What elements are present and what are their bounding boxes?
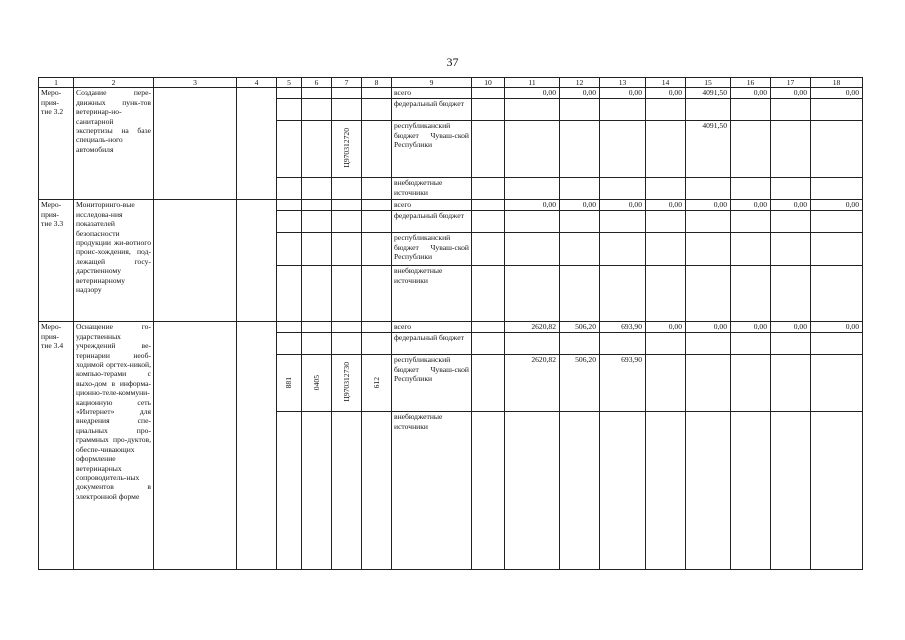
budget-code-c7 [332, 412, 362, 570]
budget-code-c8 [362, 121, 392, 178]
budget-code-c5 [277, 266, 302, 322]
value-col-10 [472, 322, 505, 333]
funding-source: федеральный бюджет [392, 333, 472, 355]
value-col-11 [505, 99, 560, 121]
value-col-18: 0,00 [811, 200, 863, 211]
value-col-13: 693,90 [600, 355, 646, 412]
budget-code-c6 [302, 99, 332, 121]
column-header: 7 [332, 78, 362, 88]
value-col-12 [560, 211, 600, 233]
value-col-16 [731, 99, 771, 121]
value-col-18 [811, 121, 863, 178]
value-col-12: 506,20 [560, 355, 600, 412]
responsible-executor [154, 200, 237, 322]
value-col-13: 0,00 [600, 200, 646, 211]
value-col-10 [472, 178, 505, 200]
column-header: 14 [646, 78, 686, 88]
budget-code-c7 [332, 355, 362, 412]
value-col-15: 4091,50 [686, 121, 731, 178]
budget-code-c7 [332, 333, 362, 355]
value-col-15 [686, 266, 731, 322]
value-col-14 [646, 211, 686, 233]
value-col-10 [472, 121, 505, 178]
activity-name: Создание пере-движных пунк-тов ветеринар-но-санитарной экспертизы на базе специаль-ного автомобиля [74, 88, 154, 200]
value-col-18 [811, 211, 863, 233]
budget-code-c8 [362, 99, 392, 121]
value-col-15: 0,00 [686, 322, 731, 333]
value-col-10 [472, 266, 505, 322]
budget-code-c5-text: 881 [284, 376, 294, 388]
value-col-18 [811, 266, 863, 322]
value-col-13 [600, 211, 646, 233]
value-col-18 [811, 233, 863, 266]
budget-code-c5 [277, 233, 302, 266]
value-col-15 [686, 233, 731, 266]
value-col-15 [686, 355, 731, 412]
value-col-12 [560, 178, 600, 200]
value-col-17: 0,00 [771, 322, 811, 333]
value-col-13 [600, 121, 646, 178]
column-header: 12 [560, 78, 600, 88]
column-header: 8 [362, 78, 392, 88]
budget-code-c6 [302, 412, 332, 570]
column-header: 5 [277, 78, 302, 88]
value-col-15 [686, 412, 731, 570]
value-col-18 [811, 355, 863, 412]
value-col-13 [600, 266, 646, 322]
budget-code-c8 [362, 211, 392, 233]
value-col-11: 2620,82 [505, 322, 560, 333]
value-col-15 [686, 333, 731, 355]
value-col-17 [771, 412, 811, 570]
budget-code-c7 [332, 178, 362, 200]
value-col-12: 506,20 [560, 322, 600, 333]
value-col-18: 0,00 [811, 322, 863, 333]
value-col-17 [771, 99, 811, 121]
budget-code-c8 [362, 322, 392, 333]
budget-code-c7 [332, 121, 362, 178]
value-col-15 [686, 211, 731, 233]
value-col-13: 0,00 [600, 88, 646, 99]
column-header: 6 [302, 78, 332, 88]
column-header: 16 [731, 78, 771, 88]
value-col-13 [600, 233, 646, 266]
responsible-executor [154, 322, 237, 570]
co-executor [237, 200, 277, 322]
table-row [39, 88, 863, 99]
value-col-17 [771, 178, 811, 200]
budget-code-c5 [277, 88, 302, 99]
budget-code-c6 [302, 322, 332, 333]
column-header: 15 [686, 78, 731, 88]
value-col-12 [560, 233, 600, 266]
value-col-18 [811, 333, 863, 355]
value-col-16 [731, 333, 771, 355]
value-col-16 [731, 412, 771, 570]
value-col-15: 0,00 [686, 200, 731, 211]
value-col-16 [731, 233, 771, 266]
column-header: 11 [505, 78, 560, 88]
value-col-12 [560, 412, 600, 570]
page-number: 37 [446, 55, 459, 69]
value-col-17: 0,00 [771, 88, 811, 99]
value-col-14 [646, 412, 686, 570]
column-header: 13 [600, 78, 646, 88]
value-col-14 [646, 99, 686, 121]
column-header: 1 [39, 78, 74, 88]
value-col-10 [472, 200, 505, 211]
value-col-10 [472, 355, 505, 412]
value-col-14 [646, 178, 686, 200]
value-col-13 [600, 333, 646, 355]
value-col-10 [472, 88, 505, 99]
budget-code-c8 [362, 200, 392, 211]
value-col-11 [505, 233, 560, 266]
funding-source: всего [392, 322, 472, 333]
value-col-17 [771, 266, 811, 322]
budget-code-c5 [277, 355, 302, 412]
funding-source: республиканский бюджет Чуваш-ской Республики [392, 233, 472, 266]
value-col-14 [646, 121, 686, 178]
value-col-14: 0,00 [646, 88, 686, 99]
value-col-11 [505, 121, 560, 178]
column-header: 10 [472, 78, 505, 88]
budget-code-c7-text: Ц970312720 [341, 128, 351, 169]
budget-code-c6 [302, 233, 332, 266]
funding-source: республиканский бюджет Чуваш-ской Республики [392, 355, 472, 412]
column-header: 17 [771, 78, 811, 88]
value-col-13: 693,90 [600, 322, 646, 333]
budget-code-c6 [302, 266, 332, 322]
budget-code-c6 [302, 200, 332, 211]
value-col-14 [646, 266, 686, 322]
responsible-executor [154, 88, 237, 200]
budget-code-c6 [302, 355, 332, 412]
budget-code-c8 [362, 178, 392, 200]
funding-source: внебюджетные источники [392, 266, 472, 322]
column-header: 4 [237, 78, 277, 88]
budget-code-c7 [332, 211, 362, 233]
value-col-10 [472, 333, 505, 355]
value-col-15 [686, 99, 731, 121]
budget-code-c8 [362, 333, 392, 355]
value-col-14 [646, 355, 686, 412]
value-col-16: 0,00 [731, 88, 771, 99]
value-col-17 [771, 233, 811, 266]
table-row [39, 322, 863, 333]
value-col-14: 0,00 [646, 200, 686, 211]
value-col-17: 0,00 [771, 200, 811, 211]
value-col-11 [505, 333, 560, 355]
table-row [39, 200, 863, 211]
budget-code-c7 [332, 233, 362, 266]
value-col-10 [472, 211, 505, 233]
value-col-11: 0,00 [505, 88, 560, 99]
budget-code-c5 [277, 200, 302, 211]
value-col-17 [771, 121, 811, 178]
value-col-17 [771, 333, 811, 355]
value-col-14 [646, 333, 686, 355]
budget-code-c6 [302, 178, 332, 200]
budget-code-c6-text: 0405 [311, 374, 321, 390]
value-col-18 [811, 178, 863, 200]
value-col-16 [731, 121, 771, 178]
budget-code-c6 [302, 333, 332, 355]
funding-source: федеральный бюджет [392, 99, 472, 121]
column-header: 3 [154, 78, 237, 88]
funding-source: внебюджетные источники [392, 178, 472, 200]
budget-code-c5 [277, 99, 302, 121]
value-col-11 [505, 178, 560, 200]
budget-code-c7 [332, 99, 362, 121]
value-col-15 [686, 178, 731, 200]
activity-label: Меро- прия- тие 3.3 [39, 200, 74, 322]
funding-source: внебюджетные источники [392, 412, 472, 570]
budget-code-c5 [277, 121, 302, 178]
budget-code-c8 [362, 266, 392, 322]
budget-code-c7 [332, 200, 362, 211]
budget-code-c8-text: 612 [371, 376, 381, 388]
budget-code-c5 [277, 333, 302, 355]
value-col-13 [600, 99, 646, 121]
financing-table [38, 77, 863, 570]
value-col-12 [560, 266, 600, 322]
value-col-18: 0,00 [811, 88, 863, 99]
budget-code-c6 [302, 211, 332, 233]
budget-code-c5 [277, 412, 302, 570]
value-col-16 [731, 178, 771, 200]
value-col-16: 0,00 [731, 322, 771, 333]
funding-source: федеральный бюджет [392, 211, 472, 233]
value-col-17 [771, 355, 811, 412]
value-col-10 [472, 233, 505, 266]
value-col-16: 0,00 [731, 200, 771, 211]
value-col-11: 0,00 [505, 200, 560, 211]
budget-code-c8 [362, 233, 392, 266]
budget-code-c6 [302, 121, 332, 178]
activity-label: Меро- прия- тие 3.2 [39, 88, 74, 200]
value-col-12: 0,00 [560, 200, 600, 211]
budget-code-c5 [277, 211, 302, 233]
value-col-14: 0,00 [646, 322, 686, 333]
budget-code-c8 [362, 88, 392, 99]
value-col-13 [600, 178, 646, 200]
value-col-12: 0,00 [560, 88, 600, 99]
value-col-12 [560, 121, 600, 178]
funding-source: республиканский бюджет Чуваш-ской Республики [392, 121, 472, 178]
value-col-10 [472, 412, 505, 570]
value-col-11 [505, 412, 560, 570]
value-col-18 [811, 99, 863, 121]
value-col-16 [731, 355, 771, 412]
budget-code-c5 [277, 178, 302, 200]
value-col-15: 4091,50 [686, 88, 731, 99]
value-col-12 [560, 333, 600, 355]
value-col-10 [472, 99, 505, 121]
budget-code-c8 [362, 355, 392, 412]
budget-code-c6 [302, 88, 332, 99]
activity-name: Оснащение го-ударственных учреждений ве-теринарии необ-ходимой оргтех-никой, компью-терами с выхо-дом в информа-ционно-теле-коммуни-кационную сеть «Интернет» для внедрения спе-циальных про-граммных про-дуктов, обеспе-чивающих оформление ветеринарных сопроводитель-ных документов в электронной форме [74, 322, 154, 570]
activity-name: Мониторинго-вые исследова-ния показателей безопасности продукции жи-вотного проис-хождения, под-лежащей госу-дарственному ветеринарному надзору [74, 200, 154, 322]
column-header: 2 [74, 78, 154, 88]
value-col-16 [731, 266, 771, 322]
co-executor [237, 322, 277, 570]
budget-code-c7 [332, 322, 362, 333]
value-col-11: 2620,82 [505, 355, 560, 412]
column-header: 9 [392, 78, 472, 88]
budget-code-c7 [332, 266, 362, 322]
column-number-row [39, 78, 863, 88]
value-col-12 [560, 99, 600, 121]
value-col-16 [731, 211, 771, 233]
value-col-11 [505, 211, 560, 233]
column-header: 18 [811, 78, 863, 88]
budget-code-c8 [362, 412, 392, 570]
value-col-17 [771, 211, 811, 233]
value-col-11 [505, 266, 560, 322]
value-col-14 [646, 233, 686, 266]
value-col-18 [811, 412, 863, 570]
funding-source: всего [392, 88, 472, 99]
activity-label: Меро- прия- тие 3.4 [39, 322, 74, 570]
funding-source: всего [392, 200, 472, 211]
budget-code-c7-text: Ц970312730 [341, 362, 351, 403]
value-col-13 [600, 412, 646, 570]
co-executor [237, 88, 277, 200]
budget-code-c7 [332, 88, 362, 99]
budget-code-c5 [277, 322, 302, 333]
